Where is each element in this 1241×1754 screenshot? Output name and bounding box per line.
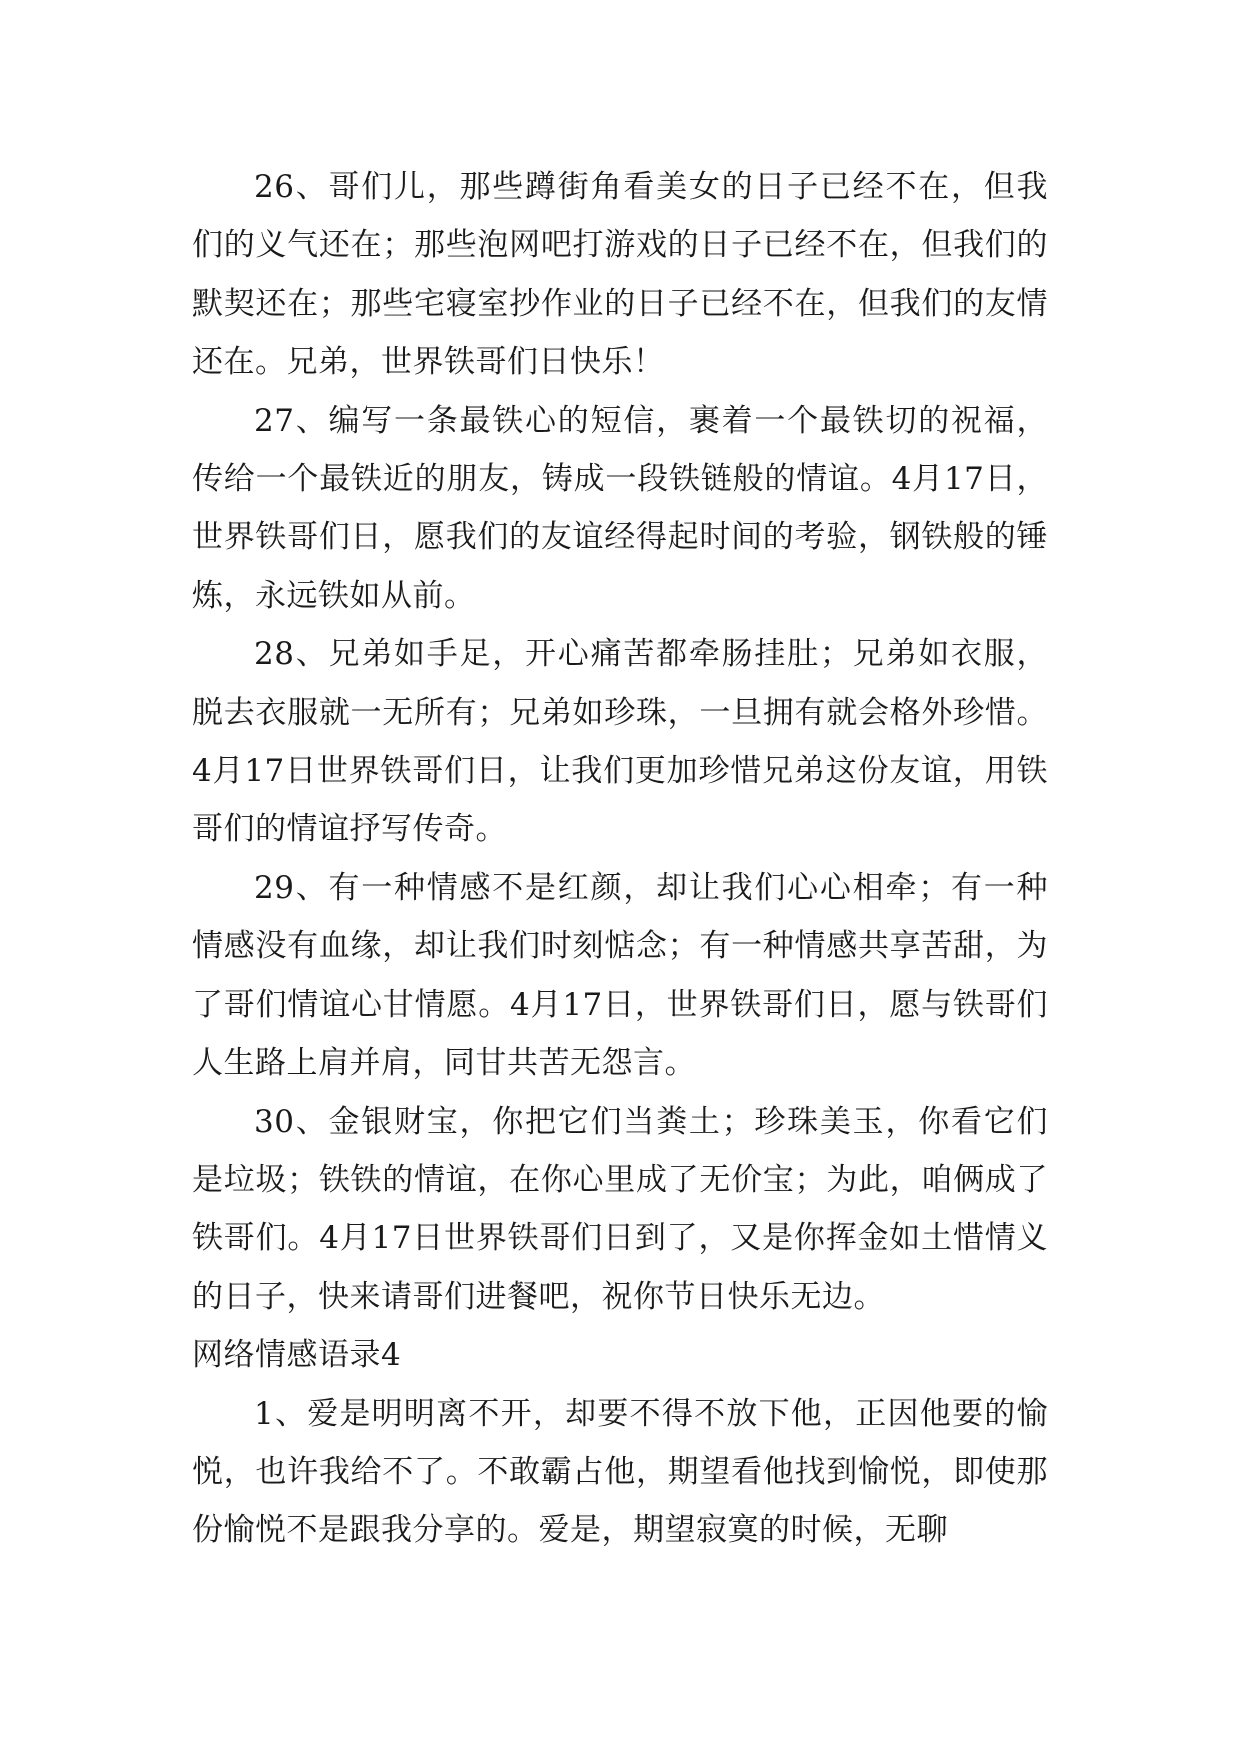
- paragraph-26: 26、哥们儿，那些蹲街角看美女的日子已经不在，但我们的义气还在；那些泡网吧打游戏的日子已经不在，但我们的默契还在；那些宅寝室抄作业的日子已经不在，但我们的友情还在。兄弟，世界铁哥们日快乐！: [192, 169, 1048, 381]
- section-heading: 网络情感语录4: [192, 1337, 402, 1374]
- document-body: [192, 158, 1048, 1560]
- paragraph-30: 30、金银财宝，你把它们当粪土；珍珠美玉，你看它们是垃圾；铁铁的情谊，在你心里成了无价宝；为此，咱俩成了铁哥们。4月17日世界铁哥们日到了，又是你挥金如土惜情义的日子，快来请哥们进餐吧，祝你节日快乐无边。: [192, 1103, 1048, 1315]
- paragraph-28: 28、兄弟如手足，开心痛苦都牵肠挂肚；兄弟如衣服，脱去衣服就一无所有；兄弟如珍珠，一旦拥有就会格外珍惜。4月17日世界铁哥们日，让我们更加珍惜兄弟这份友谊，用铁哥们的情谊抒写传奇。: [192, 636, 1048, 848]
- section-paragraph-1: 1、爱是明明离不开，却要不得不放下他，正因他要的愉悦，也许我给不了。不敢霸占他，期望看他找到愉悦，即使那份愉悦不是跟我分享的。爱是，期望寂寞的时候，无聊: [192, 1395, 1048, 1549]
- paragraph-27: 27、编写一条最铁心的短信，裹着一个最铁切的祝福，传给一个最铁近的朋友，铸成一段铁链般的情谊。4月17日，世界铁哥们日，愿我们的友谊经得起时间的考验，钢铁般的锤炼，永远铁如从前。: [192, 402, 1048, 614]
- paragraph-29: 29、有一种情感不是红颜，却让我们心心相牵；有一种情感没有血缘，却让我们时刻惦念；有一种情感共享苦甜，为了哥们情谊心甘情愿。4月17日，世界铁哥们日，愿与铁哥们人生路上肩并肩，同甘共苦无怨言。: [192, 869, 1048, 1082]
